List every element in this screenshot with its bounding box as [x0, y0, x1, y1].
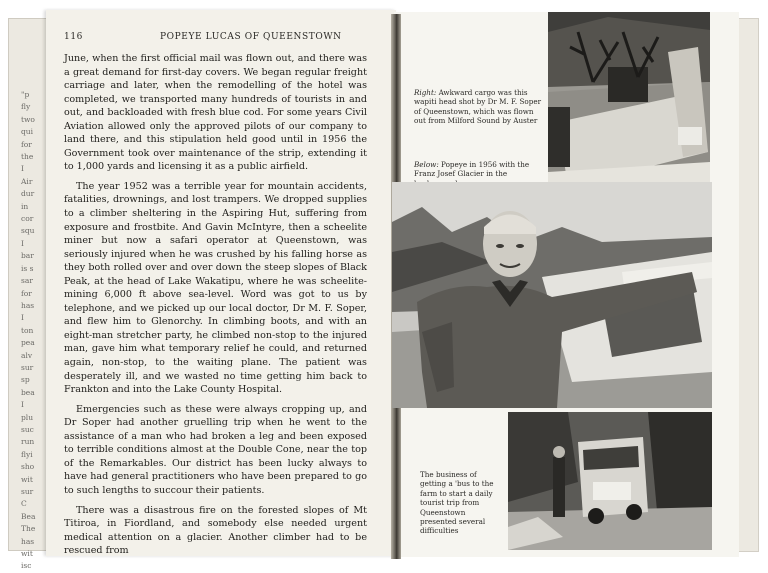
caption-right	[414, 88, 544, 126]
paragraph-4: There was a disastrous fire on the forested slopes of Mt Titiroa, in Fiordland, and somebody else needed urgent medical attention on a glacier. Another climber had to be rescued from	[64, 504, 367, 557]
bus-photo-image	[508, 412, 712, 550]
popeye-photo-image	[392, 182, 712, 408]
underlying-page-text: "p fly two qui for the I Air dur in cor squ I bar is s sar for has I ton pea alv sur sp bea I plu suc run flyi sho wit sur C Bea The has wit isc	[21, 90, 36, 571]
caption-below-label: Below:	[414, 160, 439, 169]
caption-right-text: Awkward cargo was this wapiti head shot by Dr M. F. Soper of Queenstown, which was flown out from Milford Sound by Auster	[414, 88, 542, 126]
running-head: POPEYE LUCAS OF QUEENSTOWN	[160, 32, 342, 42]
paragraph-2: The year 1952 was a terrible year for mountain accidents, fatalities, drownings, and lost trampers. We dropped supplies to a climber sheltering in the Aspiring Hut, suffering from exposure and frostbite. And Gavin McIntyre, then a scheelite miner but now a safari operator at Queenstown, was seriously injured when he was crushed by his falling horse as they both rolled over and over down the steep slopes of Black Peak, at the head of Lake Wakatipu, where he was scheelite-mining 6,000 ft above sea-level. Word was got to us by telephone, and we picked up our local doctor, Dr M. F. Soper, and flew him to Glenorchy. In climbing boots, and with an eight-man stretcher party, he climbed non-stop to the injured man, gave him what temporary relief he could, and returned again, non-stop, to the waiting plane. The patient was desperately ill, and we wasted no time getting him back to Frankton and into the Lake County Hospital.	[64, 180, 367, 396]
page-number: 116	[64, 32, 83, 42]
caption-bus: The business of getting a 'bus to the farm to start a daily tourist trip from Queenstown presented several difficulties	[420, 470, 494, 536]
photo-bus	[508, 412, 712, 550]
caption-below-text: Popeye in 1956 with the Franz Josef Glacier in the	[414, 160, 530, 179]
paragraph-1: June, when the first official mail was flown out, and there was a great demand for first-day covers. We began regular freight carriage and later, when the remodelling of the hotel was completed, we transported many hundreds of tourists in and out, and backloaded with fresh blue cod. For some years Civil Aviation allowed only the approved pilots of our company to land there, and this stipulation held good until in 1956 the Government took over maintenance of the strip, extending it to 1,000 yards and licensing it as a public airfield.	[64, 53, 367, 173]
page-edges-right	[737, 18, 759, 552]
body-text	[64, 52, 367, 564]
caption-right-label: Right:	[414, 88, 437, 97]
photo-popeye-1956	[392, 182, 712, 408]
paragraph-3: Emergencies such as these were always cropping up, and Dr Soper had another gruelling trip when he went to the assistance of a man who had broken a leg and been exposed to terrible conditions almost at the Double Cone, near the top of the Remarkables. Our district has been lucky always to have had general practitioners who have been prepared to go to such lengths to succour their patients.	[64, 403, 367, 496]
